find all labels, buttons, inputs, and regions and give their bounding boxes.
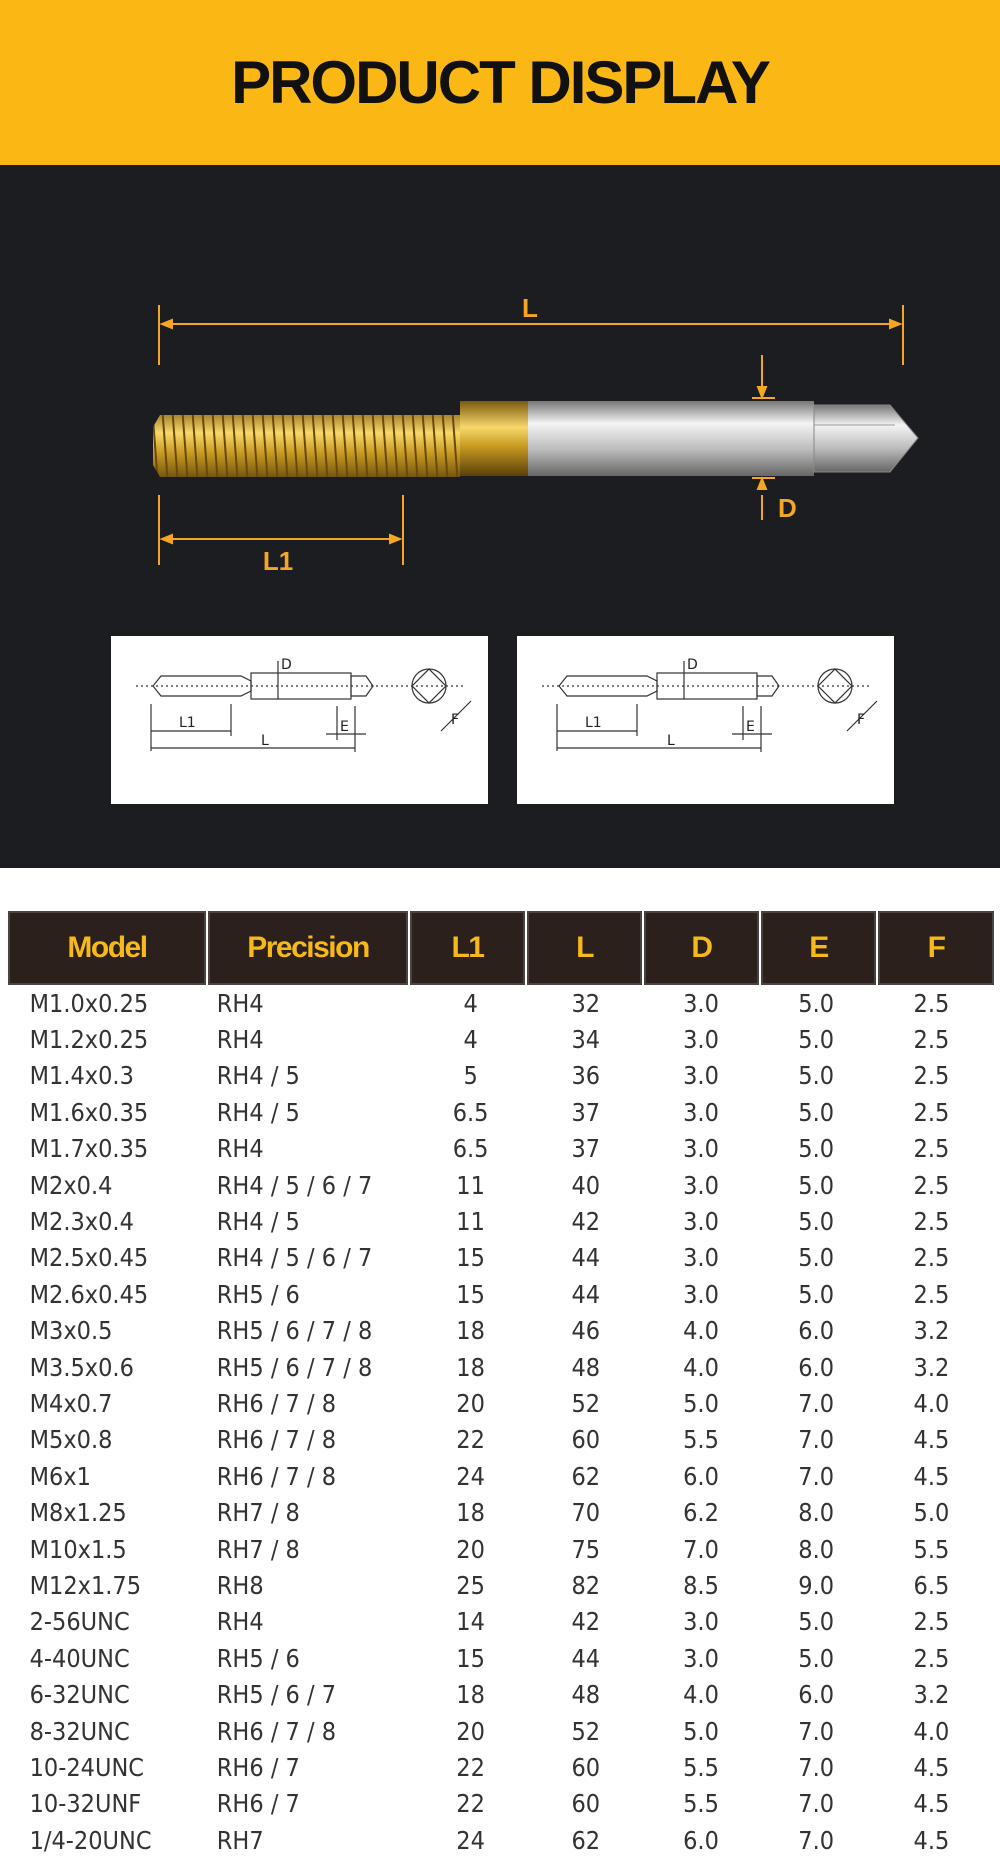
cell-precision: RH4 / 5 / 6 / 7 xyxy=(216,1170,373,1200)
cell-f: 3.2 xyxy=(913,1680,950,1710)
cell-d: 3.0 xyxy=(683,1025,719,1055)
cell-f: 4.0 xyxy=(913,1388,950,1418)
cell-precision: RH6 / 7 / 8 xyxy=(216,1388,337,1418)
cell-e: 7.0 xyxy=(798,1425,835,1455)
cell-l: 75 xyxy=(571,1534,601,1564)
cell-e: 5.0 xyxy=(798,1170,835,1200)
cell-l1: 25 xyxy=(456,1570,485,1600)
cell-precision: RH4 xyxy=(216,988,264,1018)
cell-f: 2.5 xyxy=(913,1097,950,1127)
cell-l: 60 xyxy=(571,1752,601,1782)
cell-l1: 6.5 xyxy=(452,1097,489,1127)
cell-l: 62 xyxy=(571,1461,601,1491)
cell-d: 6.0 xyxy=(683,1825,719,1855)
cell-e: 7.0 xyxy=(798,1461,835,1491)
cell-model: M2x0.4 xyxy=(29,1170,113,1200)
cell-l: 40 xyxy=(571,1170,601,1200)
cell-l: 70 xyxy=(571,1498,601,1528)
cell-model: 8-32UNC xyxy=(29,1716,130,1746)
cell-e: 5.0 xyxy=(798,1061,835,1091)
cell-l1: 11 xyxy=(456,1207,485,1237)
technical-drawing-1 xyxy=(111,636,488,804)
cell-f: 5.0 xyxy=(913,1498,950,1528)
cell-precision: RH7 xyxy=(216,1825,264,1855)
cell-l1: 14 xyxy=(456,1607,485,1637)
table-row xyxy=(8,1567,994,1603)
cell-l: 36 xyxy=(571,1061,601,1091)
cell-l1: 5 xyxy=(463,1061,478,1091)
cell-f: 2.5 xyxy=(913,1243,950,1273)
cell-l: 48 xyxy=(571,1352,601,1382)
cell-model: 10-32UNF xyxy=(29,1789,142,1819)
cell-model: M1.0x0.25 xyxy=(29,988,149,1018)
cell-l1: 15 xyxy=(456,1243,485,1273)
cell-precision: RH4 xyxy=(216,1134,264,1164)
cell-f: 2.5 xyxy=(913,1061,950,1091)
cell-e: 5.0 xyxy=(798,1279,835,1309)
cell-f: 4.0 xyxy=(913,1716,950,1746)
diagram-e-label: E xyxy=(340,719,349,735)
cell-l1: 18 xyxy=(456,1498,485,1528)
cell-f: 3.2 xyxy=(913,1316,950,1346)
cell-model: M10x1.5 xyxy=(29,1534,127,1564)
table-row xyxy=(8,1713,994,1749)
table-row xyxy=(8,1494,994,1530)
cell-l1: 15 xyxy=(456,1643,485,1673)
table-row xyxy=(8,1458,994,1494)
cell-precision: RH5 / 6 / 7 xyxy=(216,1680,337,1710)
cell-e: 5.0 xyxy=(798,1097,835,1127)
cell-f: 4.5 xyxy=(913,1789,950,1819)
cell-l: 44 xyxy=(571,1643,601,1673)
technical-drawing-2 xyxy=(517,636,894,804)
header-l1: L1 xyxy=(410,911,525,985)
cell-l1: 22 xyxy=(456,1789,485,1819)
cell-l1: 20 xyxy=(456,1534,485,1564)
cell-l: 60 xyxy=(571,1425,601,1455)
cell-precision: RH6 / 7 xyxy=(216,1789,300,1819)
cell-model: M3.5x0.6 xyxy=(29,1352,134,1382)
cell-precision: RH4 / 5 / 6 / 7 xyxy=(216,1243,373,1273)
cell-model: M1.7x0.35 xyxy=(29,1134,149,1164)
diagram-f-label: F xyxy=(451,712,460,728)
cell-model: M12x1.75 xyxy=(29,1570,142,1600)
cell-e: 8.0 xyxy=(798,1498,835,1528)
cell-l: 52 xyxy=(571,1716,601,1746)
cell-e: 7.0 xyxy=(798,1825,835,1855)
cell-f: 4.5 xyxy=(913,1461,950,1491)
cell-model: M2.3x0.4 xyxy=(29,1207,134,1237)
cell-f: 2.5 xyxy=(913,1134,950,1164)
cell-f: 2.5 xyxy=(913,1279,950,1309)
cell-l1: 4 xyxy=(463,1025,478,1055)
cell-e: 9.0 xyxy=(798,1570,835,1600)
cell-l: 46 xyxy=(571,1316,601,1346)
cell-l1: 24 xyxy=(456,1825,485,1855)
table-row xyxy=(8,1385,994,1421)
diagram-d-label: D xyxy=(687,657,698,673)
cell-e: 5.0 xyxy=(798,1243,835,1273)
title-banner xyxy=(0,0,1000,165)
cell-l1: 15 xyxy=(456,1279,485,1309)
cell-l1: 20 xyxy=(456,1388,485,1418)
cell-model: M2.6x0.45 xyxy=(29,1279,149,1309)
cell-precision: RH4 xyxy=(216,1025,264,1055)
cell-l: 42 xyxy=(571,1607,601,1637)
cell-e: 5.0 xyxy=(798,1607,835,1637)
table-row xyxy=(8,1422,994,1458)
cell-l1: 6.5 xyxy=(452,1134,489,1164)
header-precision: Precision xyxy=(208,911,408,985)
cell-l: 48 xyxy=(571,1680,601,1710)
cell-d: 5.5 xyxy=(683,1752,719,1782)
table-row xyxy=(8,1021,994,1057)
cell-precision: RH8 xyxy=(216,1570,264,1600)
product-photo-section xyxy=(0,165,1000,868)
cell-f: 6.5 xyxy=(913,1570,950,1600)
cell-precision: RH5 / 6 / 7 / 8 xyxy=(216,1316,373,1346)
cell-d: 7.0 xyxy=(683,1534,719,1564)
cell-precision: RH6 / 7 / 8 xyxy=(216,1425,337,1455)
table-row xyxy=(8,1749,994,1785)
cell-precision: RH5 / 6 xyxy=(216,1643,300,1673)
length-label: L xyxy=(522,293,538,323)
cell-d: 3.0 xyxy=(683,1097,719,1127)
cell-l: 62 xyxy=(571,1825,601,1855)
table-row xyxy=(8,985,994,1021)
cell-f: 2.5 xyxy=(913,1170,950,1200)
cell-precision: RH6 / 7 / 8 xyxy=(216,1716,337,1746)
cell-precision: RH5 / 6 xyxy=(216,1279,300,1309)
cell-d: 4.0 xyxy=(683,1352,719,1382)
cell-e: 6.0 xyxy=(798,1680,835,1710)
cell-d: 4.0 xyxy=(683,1316,719,1346)
cell-l: 42 xyxy=(571,1207,601,1237)
table-row xyxy=(8,1131,994,1167)
cell-e: 5.0 xyxy=(798,1025,835,1055)
cell-e: 6.0 xyxy=(798,1316,835,1346)
table-row xyxy=(8,1058,994,1094)
header-l: L xyxy=(527,911,642,985)
cell-l: 60 xyxy=(571,1789,601,1819)
cell-f: 2.5 xyxy=(913,1025,950,1055)
cell-model: M6x1 xyxy=(29,1461,91,1491)
cell-d: 3.0 xyxy=(683,1607,719,1637)
cell-l1: 24 xyxy=(456,1461,485,1491)
header-d: D xyxy=(644,911,759,985)
cell-e: 8.0 xyxy=(798,1534,835,1564)
cell-d: 3.0 xyxy=(683,1061,719,1091)
table-row xyxy=(8,1203,994,1239)
cell-model: M4x0.7 xyxy=(29,1388,113,1418)
table-body xyxy=(8,985,994,1858)
table-row xyxy=(8,1676,994,1712)
cell-d: 3.0 xyxy=(683,988,719,1018)
cell-l: 44 xyxy=(571,1279,601,1309)
page-title: PRODUCT DISPLAY xyxy=(231,49,769,116)
cell-e: 5.0 xyxy=(798,1643,835,1673)
cell-d: 5.5 xyxy=(683,1425,719,1455)
cell-l: 52 xyxy=(571,1388,601,1418)
cell-f: 2.5 xyxy=(913,1607,950,1637)
cell-d: 5.5 xyxy=(683,1789,719,1819)
diagram-l-label: L xyxy=(261,733,269,749)
cell-precision: RH6 / 7 xyxy=(216,1752,300,1782)
cell-model: 4-40UNC xyxy=(29,1643,130,1673)
cell-e: 5.0 xyxy=(798,1134,835,1164)
table-row xyxy=(8,1349,994,1385)
table-row xyxy=(8,1276,994,1312)
cell-d: 3.0 xyxy=(683,1134,719,1164)
cell-d: 3.0 xyxy=(683,1170,719,1200)
cell-l1: 18 xyxy=(456,1352,485,1382)
cell-e: 5.0 xyxy=(798,1207,835,1237)
cell-precision: RH7 / 8 xyxy=(216,1498,300,1528)
cell-d: 3.0 xyxy=(683,1207,719,1237)
cell-e: 7.0 xyxy=(798,1789,835,1819)
cell-e: 6.0 xyxy=(798,1352,835,1382)
cell-model: M1.4x0.3 xyxy=(29,1061,134,1091)
diagram-l1-label: L1 xyxy=(179,715,196,731)
cell-l: 37 xyxy=(571,1134,601,1164)
cell-d: 4.0 xyxy=(683,1680,719,1710)
cell-l1: 11 xyxy=(456,1170,485,1200)
table-header xyxy=(8,911,994,985)
cell-l: 34 xyxy=(571,1025,601,1055)
table-row xyxy=(8,1822,994,1858)
cell-precision: RH6 / 7 / 8 xyxy=(216,1461,337,1491)
thread-length-label: L1 xyxy=(262,546,294,576)
table-row xyxy=(8,1531,994,1567)
cell-l1: 18 xyxy=(456,1680,485,1710)
cell-model: 6-32UNC xyxy=(29,1680,130,1710)
cell-precision: RH7 / 8 xyxy=(216,1534,300,1564)
cell-precision: RH4 / 5 xyxy=(216,1097,300,1127)
cell-f: 4.5 xyxy=(913,1425,950,1455)
cell-d: 8.5 xyxy=(683,1570,719,1600)
cell-d: 6.2 xyxy=(683,1498,719,1528)
table-row xyxy=(8,1167,994,1203)
cell-f: 4.5 xyxy=(913,1825,950,1855)
diagram-l1-label: L1 xyxy=(585,715,602,731)
cell-e: 7.0 xyxy=(798,1388,835,1418)
cell-model: M3x0.5 xyxy=(29,1316,113,1346)
cell-precision: RH4 / 5 xyxy=(216,1061,300,1091)
cell-model: 10-24UNC xyxy=(29,1752,144,1782)
cell-d: 6.0 xyxy=(683,1461,719,1491)
table-row xyxy=(8,1313,994,1349)
cell-model: M1.2x0.25 xyxy=(29,1025,149,1055)
cell-f: 2.5 xyxy=(913,988,950,1018)
cell-d: 3.0 xyxy=(683,1279,719,1309)
cell-f: 4.5 xyxy=(913,1752,950,1782)
cell-l1: 20 xyxy=(456,1716,485,1746)
cell-d: 5.0 xyxy=(683,1388,719,1418)
cell-e: 7.0 xyxy=(798,1752,835,1782)
cell-f: 3.2 xyxy=(913,1352,950,1382)
cell-l: 37 xyxy=(571,1097,601,1127)
cell-model: 1/4-20UNC xyxy=(29,1825,152,1855)
cell-f: 2.5 xyxy=(913,1207,950,1237)
cell-e: 7.0 xyxy=(798,1716,835,1746)
cell-d: 3.0 xyxy=(683,1643,719,1673)
table-row xyxy=(8,1094,994,1130)
cell-l1: 4 xyxy=(463,988,478,1018)
cell-precision: RH5 / 6 / 7 / 8 xyxy=(216,1352,373,1382)
cell-l: 32 xyxy=(571,988,601,1018)
cell-e: 5.0 xyxy=(798,988,835,1018)
cell-d: 3.0 xyxy=(683,1243,719,1273)
diagram-l-label: L xyxy=(667,733,675,749)
cell-l: 44 xyxy=(571,1243,601,1273)
cell-precision: RH4 / 5 xyxy=(216,1207,300,1237)
diagram-d-label: D xyxy=(281,657,292,673)
table-row xyxy=(8,1240,994,1276)
cell-model: M5x0.8 xyxy=(29,1425,113,1455)
cell-model: M8x1.25 xyxy=(29,1498,127,1528)
table-row xyxy=(8,1604,994,1640)
cell-model: 2-56UNC xyxy=(29,1607,130,1637)
cell-l1: 18 xyxy=(456,1316,485,1346)
table-row xyxy=(8,1640,994,1676)
cell-l1: 22 xyxy=(456,1425,485,1455)
cell-model: M1.6x0.35 xyxy=(29,1097,149,1127)
header-e: E xyxy=(761,911,876,985)
specification-table xyxy=(8,911,994,1858)
header-model: Model xyxy=(8,911,206,985)
diagram-e-label: E xyxy=(746,719,755,735)
cell-model: M2.5x0.45 xyxy=(29,1243,149,1273)
cell-precision: RH4 xyxy=(216,1607,264,1637)
table-row xyxy=(8,1786,994,1822)
cell-f: 2.5 xyxy=(913,1643,950,1673)
cell-d: 5.0 xyxy=(683,1716,719,1746)
cell-f: 5.5 xyxy=(913,1534,950,1564)
diameter-label: D xyxy=(778,493,797,523)
cell-l: 82 xyxy=(571,1570,601,1600)
diagram-f-label: F xyxy=(857,712,866,728)
cell-l1: 22 xyxy=(456,1752,485,1782)
header-f: F xyxy=(878,911,994,985)
